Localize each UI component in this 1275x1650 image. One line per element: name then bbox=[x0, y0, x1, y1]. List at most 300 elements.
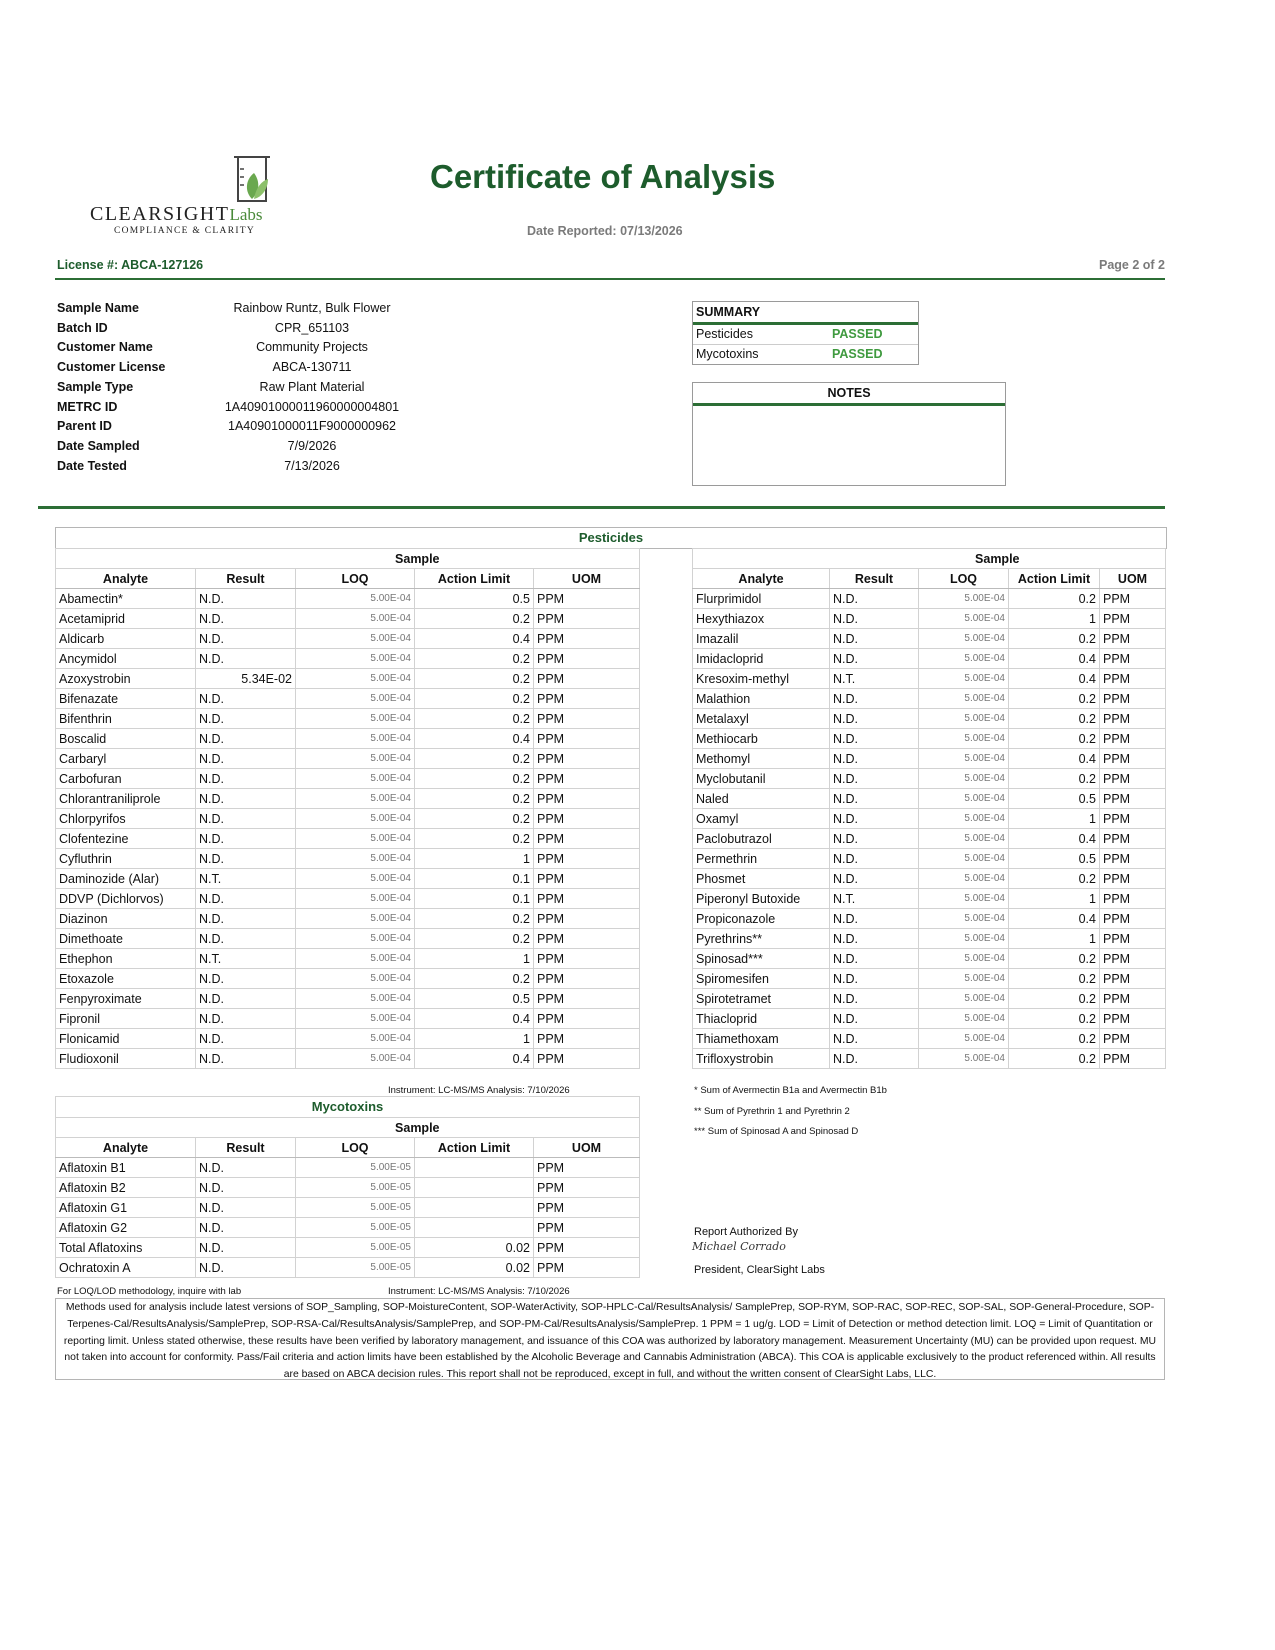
uom-cell: PPM bbox=[534, 689, 640, 709]
action-limit-cell bbox=[415, 1158, 534, 1178]
table-row bbox=[56, 689, 640, 709]
result-cell: N.D. bbox=[196, 829, 296, 849]
column-header: LOQ bbox=[919, 569, 1009, 589]
uom-cell: PPM bbox=[534, 1158, 640, 1178]
info-label: Parent ID bbox=[57, 419, 112, 434]
action-limit-cell: 0.2 bbox=[415, 669, 534, 689]
action-limit-cell: 0.2 bbox=[1009, 869, 1100, 889]
uom-cell: PPM bbox=[1100, 669, 1166, 689]
loq-cell: 5.00E-04 bbox=[919, 1029, 1009, 1049]
table-row bbox=[693, 849, 1166, 869]
sample-label: Sample bbox=[830, 549, 1166, 569]
pesticides-title: Pesticides bbox=[55, 527, 1167, 549]
action-limit-cell: 0.4 bbox=[415, 1049, 534, 1069]
table-row bbox=[693, 689, 1166, 709]
summary-row-name: Mycotoxins bbox=[696, 347, 759, 361]
action-limit-cell: 0.2 bbox=[415, 969, 534, 989]
uom-cell: PPM bbox=[534, 1049, 640, 1069]
action-limit-cell: 0.4 bbox=[1009, 829, 1100, 849]
mycotoxins-title: Mycotoxins bbox=[55, 1096, 640, 1118]
table-row bbox=[56, 789, 640, 809]
column-header: Result bbox=[196, 1138, 296, 1158]
summary-box bbox=[692, 301, 919, 365]
authorizer-title: President, ClearSight Labs bbox=[694, 1264, 825, 1276]
table-row bbox=[56, 849, 640, 869]
uom-cell: PPM bbox=[534, 889, 640, 909]
analyte-cell: Myclobutanil bbox=[693, 769, 830, 789]
result-cell: N.D. bbox=[830, 729, 919, 749]
table-row bbox=[56, 949, 640, 969]
analyte-cell: Etoxazole bbox=[56, 969, 196, 989]
action-limit-cell: 0.2 bbox=[1009, 969, 1100, 989]
uom-cell: PPM bbox=[534, 1178, 640, 1198]
date-reported: Date Reported: 07/13/2026 bbox=[527, 224, 683, 238]
analyte-cell: Chlorantraniliprole bbox=[56, 789, 196, 809]
sample-header-row bbox=[56, 1118, 640, 1138]
action-limit-cell: 0.2 bbox=[415, 769, 534, 789]
table-row bbox=[56, 1218, 640, 1238]
result-cell: N.D. bbox=[830, 749, 919, 769]
result-cell: N.D. bbox=[196, 1238, 296, 1258]
analyte-cell: Spiromesifen bbox=[693, 969, 830, 989]
loq-cell: 5.00E-04 bbox=[919, 669, 1009, 689]
result-cell: N.D. bbox=[196, 909, 296, 929]
uom-cell: PPM bbox=[1100, 709, 1166, 729]
loq-cell: 5.00E-04 bbox=[919, 789, 1009, 809]
action-limit-cell: 0.2 bbox=[1009, 1029, 1100, 1049]
sample-blank-cell bbox=[56, 1118, 196, 1138]
action-limit-cell: 1 bbox=[415, 949, 534, 969]
loq-cell: 5.00E-04 bbox=[296, 829, 415, 849]
loq-cell: 5.00E-04 bbox=[919, 869, 1009, 889]
table-row bbox=[56, 1009, 640, 1029]
loq-cell: 5.00E-05 bbox=[296, 1158, 415, 1178]
uom-cell: PPM bbox=[534, 909, 640, 929]
column-header: Action Limit bbox=[415, 1138, 534, 1158]
analyte-cell: Diazinon bbox=[56, 909, 196, 929]
loq-cell: 5.00E-04 bbox=[919, 1049, 1009, 1069]
column-header: Analyte bbox=[693, 569, 830, 589]
action-limit-cell: 1 bbox=[1009, 889, 1100, 909]
loq-cell: 5.00E-04 bbox=[919, 849, 1009, 869]
table-row bbox=[693, 929, 1166, 949]
loq-cell: 5.00E-04 bbox=[919, 609, 1009, 629]
action-limit-cell: 0.2 bbox=[415, 929, 534, 949]
action-limit-cell: 0.2 bbox=[415, 829, 534, 849]
uom-cell: PPM bbox=[534, 1029, 640, 1049]
uom-cell: PPM bbox=[534, 869, 640, 889]
uom-cell: PPM bbox=[534, 669, 640, 689]
license-number: License #: ABCA-127126 bbox=[57, 258, 204, 272]
table-row bbox=[56, 609, 640, 629]
loq-cell: 5.00E-04 bbox=[296, 689, 415, 709]
column-header: UOM bbox=[534, 569, 640, 589]
loq-cell: 5.00E-04 bbox=[919, 809, 1009, 829]
analyte-cell: Hexythiazox bbox=[693, 609, 830, 629]
summary-row-mycotoxins bbox=[693, 344, 918, 364]
uom-cell: PPM bbox=[534, 1258, 640, 1278]
column-header: LOQ bbox=[296, 569, 415, 589]
analyte-cell: Cyfluthrin bbox=[56, 849, 196, 869]
result-cell: N.D. bbox=[196, 1158, 296, 1178]
action-limit-cell: 0.02 bbox=[415, 1258, 534, 1278]
loq-cell: 5.00E-04 bbox=[296, 649, 415, 669]
loq-cell: 5.00E-04 bbox=[919, 589, 1009, 609]
action-limit-cell: 0.5 bbox=[1009, 849, 1100, 869]
uom-cell: PPM bbox=[534, 789, 640, 809]
analyte-cell: Permethrin bbox=[693, 849, 830, 869]
loq-cell: 5.00E-04 bbox=[296, 669, 415, 689]
table-row bbox=[693, 709, 1166, 729]
loq-cell: 5.00E-04 bbox=[296, 869, 415, 889]
action-limit-cell: 1 bbox=[415, 849, 534, 869]
uom-cell: PPM bbox=[534, 969, 640, 989]
column-header-row bbox=[56, 1138, 640, 1158]
loq-cell: 5.00E-04 bbox=[919, 929, 1009, 949]
loq-cell: 5.00E-04 bbox=[296, 969, 415, 989]
page-number: Page 2 of 2 bbox=[1099, 258, 1165, 272]
table-row bbox=[56, 989, 640, 1009]
info-row bbox=[57, 340, 417, 359]
result-cell: N.D. bbox=[196, 969, 296, 989]
uom-cell: PPM bbox=[1100, 1009, 1166, 1029]
analyte-cell: Ethephon bbox=[56, 949, 196, 969]
action-limit-cell: 0.2 bbox=[1009, 1049, 1100, 1069]
action-limit-cell bbox=[415, 1218, 534, 1238]
result-cell: N.D. bbox=[196, 749, 296, 769]
table-row bbox=[693, 749, 1166, 769]
table-row bbox=[693, 829, 1166, 849]
table-row bbox=[56, 1158, 640, 1178]
loq-cell: 5.00E-04 bbox=[919, 629, 1009, 649]
uom-cell: PPM bbox=[534, 1218, 640, 1238]
action-limit-cell: 0.5 bbox=[1009, 789, 1100, 809]
result-cell: N.D. bbox=[196, 1029, 296, 1049]
analyte-cell: Carbaryl bbox=[56, 749, 196, 769]
action-limit-cell: 0.4 bbox=[1009, 669, 1100, 689]
analyte-cell: Paclobutrazol bbox=[693, 829, 830, 849]
column-header-row bbox=[693, 569, 1166, 589]
uom-cell: PPM bbox=[534, 949, 640, 969]
loq-cell: 5.00E-04 bbox=[919, 949, 1009, 969]
action-limit-cell: 0.1 bbox=[415, 889, 534, 909]
analyte-cell: Ochratoxin A bbox=[56, 1258, 196, 1278]
header-divider bbox=[55, 278, 1165, 280]
analyte-cell: Spinosad*** bbox=[693, 949, 830, 969]
analyte-cell: Malathion bbox=[693, 689, 830, 709]
action-limit-cell: 1 bbox=[1009, 809, 1100, 829]
uom-cell: PPM bbox=[1100, 1029, 1166, 1049]
table-row bbox=[56, 869, 640, 889]
loq-cell: 5.00E-04 bbox=[919, 769, 1009, 789]
table-row bbox=[693, 649, 1166, 669]
table-row bbox=[693, 629, 1166, 649]
table-row bbox=[56, 829, 640, 849]
action-limit-cell: 0.5 bbox=[415, 989, 534, 1009]
result-cell: N.D. bbox=[196, 1049, 296, 1069]
analyte-cell: Thiacloprid bbox=[693, 1009, 830, 1029]
result-cell: N.D. bbox=[830, 689, 919, 709]
analyte-cell: Aflatoxin G1 bbox=[56, 1198, 196, 1218]
result-cell: N.D. bbox=[196, 629, 296, 649]
result-cell: N.D. bbox=[196, 649, 296, 669]
action-limit-cell: 0.2 bbox=[415, 809, 534, 829]
result-cell: N.D. bbox=[830, 629, 919, 649]
action-limit-cell: 0.2 bbox=[1009, 709, 1100, 729]
info-row bbox=[57, 380, 417, 399]
analyte-cell: Aflatoxin B1 bbox=[56, 1158, 196, 1178]
result-cell: N.D. bbox=[830, 829, 919, 849]
uom-cell: PPM bbox=[534, 649, 640, 669]
result-cell: N.D. bbox=[830, 849, 919, 869]
analyte-cell: Dimethoate bbox=[56, 929, 196, 949]
column-header-row bbox=[56, 569, 640, 589]
column-header: Result bbox=[830, 569, 919, 589]
result-cell: N.D. bbox=[196, 1198, 296, 1218]
loq-cell: 5.00E-04 bbox=[919, 729, 1009, 749]
uom-cell: PPM bbox=[534, 1009, 640, 1029]
analyte-cell: Bifenthrin bbox=[56, 709, 196, 729]
result-cell: N.D. bbox=[196, 789, 296, 809]
sample-label: Sample bbox=[196, 549, 640, 569]
analyte-cell: Aflatoxin G2 bbox=[56, 1218, 196, 1238]
column-header: Analyte bbox=[56, 569, 196, 589]
table-row bbox=[693, 869, 1166, 889]
loq-cell: 5.00E-05 bbox=[296, 1178, 415, 1198]
loq-cell: 5.00E-04 bbox=[296, 749, 415, 769]
result-cell: N.D. bbox=[196, 769, 296, 789]
uom-cell: PPM bbox=[1100, 609, 1166, 629]
info-label: Customer Name bbox=[57, 340, 153, 355]
table-row bbox=[56, 929, 640, 949]
loq-cell: 5.00E-04 bbox=[296, 1029, 415, 1049]
summary-title: SUMMARY bbox=[693, 302, 918, 325]
info-label: Batch ID bbox=[57, 320, 108, 335]
analyte-cell: Boscalid bbox=[56, 729, 196, 749]
signature: Michael Corrado bbox=[692, 1240, 786, 1253]
table-row bbox=[56, 729, 640, 749]
table-row bbox=[693, 989, 1166, 1009]
loq-cell: 5.00E-04 bbox=[919, 689, 1009, 709]
uom-cell: PPM bbox=[1100, 769, 1166, 789]
action-limit-cell: 0.2 bbox=[415, 789, 534, 809]
action-limit-cell bbox=[415, 1198, 534, 1218]
analyte-cell: Methiocarb bbox=[693, 729, 830, 749]
action-limit-cell: 0.4 bbox=[415, 629, 534, 649]
info-label: Customer License bbox=[57, 360, 166, 375]
sample-blank-cell bbox=[56, 549, 196, 569]
table-row bbox=[56, 1258, 640, 1278]
analyte-cell: Propiconazole bbox=[693, 909, 830, 929]
loq-cell: 5.00E-04 bbox=[296, 1009, 415, 1029]
summary-row-status: PASSED bbox=[832, 347, 883, 361]
loq-cell: 5.00E-04 bbox=[296, 729, 415, 749]
analyte-cell: Imazalil bbox=[693, 629, 830, 649]
column-header: UOM bbox=[1100, 569, 1166, 589]
methods-disclaimer: Methods used for analysis include latest versions of SOP_Sampling, SOP-MoistureContent, SOP-WaterActivity, SOP-HPLC-Cal/ResultsAnalysis/ SamplePrep, SOP-RYM, SOP-RAC, SOP-REC, SOP-SAL, SOP-General-Procedure, SOP-Terpenes-Cal/ResultsAnalysis/SamplePrep, SOP-RSA-Cal/ResultsAnalysis/SamplePrep, and SOP-PM-Cal/ResultsAnalysis/SamplePrep. 1 PPM = 1 ug/g. LOD = Limit of Detection or method detection limit. LOQ = Limit of Quantitation or reporting limit. Unless stated otherwise, these results have been verified by laboratory management, and issuance of this COA was authorized by laboratory management. Measurement Uncertainty (MU) can be provided upon request. MU not taken into account for conformity. Pass/Fail criteria and action limits have been established by the Alcoholic Beverage and Cannabis Administration (ABCA). This COA is applicable exclusively to the product referenced within. All results are based on ABCA decision rules. This report shall not be reproduced, except in full, and without the written consent of ClearSight Labs, LLC. bbox=[55, 1298, 1165, 1380]
info-row bbox=[57, 459, 417, 478]
result-cell: N.D. bbox=[830, 869, 919, 889]
pesticides-instrument-note: Instrument: LC-MS/MS Analysis: 7/10/2026 bbox=[388, 1085, 570, 1096]
table-row bbox=[56, 749, 640, 769]
result-cell: N.D. bbox=[830, 909, 919, 929]
summary-row-status: PASSED bbox=[832, 327, 883, 341]
table-row bbox=[693, 1049, 1166, 1069]
action-limit-cell: 0.2 bbox=[415, 649, 534, 669]
result-cell: N.D. bbox=[196, 609, 296, 629]
loq-cell: 5.00E-04 bbox=[919, 989, 1009, 1009]
info-value: CPR_651103 bbox=[274, 320, 350, 335]
info-row bbox=[57, 321, 417, 340]
mycotoxins-table bbox=[55, 1117, 640, 1278]
table-row bbox=[693, 1009, 1166, 1029]
analyte-cell: Kresoxim-methyl bbox=[693, 669, 830, 689]
summary-row-pesticides bbox=[693, 325, 918, 344]
info-value: 1A40901000011F9000000962 bbox=[228, 419, 396, 434]
table-row bbox=[56, 1178, 640, 1198]
uom-cell: PPM bbox=[534, 829, 640, 849]
analyte-cell: Clofentezine bbox=[56, 829, 196, 849]
table-row bbox=[56, 589, 640, 609]
loq-cell: 5.00E-04 bbox=[919, 1009, 1009, 1029]
uom-cell: PPM bbox=[1100, 929, 1166, 949]
loq-cell: 5.00E-04 bbox=[919, 649, 1009, 669]
analyte-cell: Total Aflatoxins bbox=[56, 1238, 196, 1258]
sample-blank-cell bbox=[693, 549, 830, 569]
table-row bbox=[693, 729, 1166, 749]
info-label: Sample Type bbox=[57, 379, 134, 394]
analyte-cell: Aflatoxin B2 bbox=[56, 1178, 196, 1198]
loq-cell: 5.00E-04 bbox=[919, 709, 1009, 729]
action-limit-cell: 1 bbox=[1009, 609, 1100, 629]
action-limit-cell: 0.02 bbox=[415, 1238, 534, 1258]
action-limit-cell: 0.4 bbox=[415, 729, 534, 749]
result-cell: N.T. bbox=[830, 669, 919, 689]
result-cell: N.D. bbox=[830, 929, 919, 949]
result-cell: N.D. bbox=[196, 1009, 296, 1029]
info-label: Date Tested bbox=[57, 458, 127, 473]
analyte-cell: Ancymidol bbox=[56, 649, 196, 669]
result-cell: N.T. bbox=[196, 949, 296, 969]
loq-cell: 5.00E-04 bbox=[296, 989, 415, 1009]
uom-cell: PPM bbox=[534, 629, 640, 649]
column-header: Action Limit bbox=[415, 569, 534, 589]
beaker-leaf-icon bbox=[230, 155, 274, 205]
info-label: METRC ID bbox=[57, 399, 118, 414]
notes-box bbox=[692, 382, 1006, 486]
result-cell: N.D. bbox=[196, 849, 296, 869]
info-row bbox=[57, 439, 417, 458]
uom-cell: PPM bbox=[1100, 749, 1166, 769]
uom-cell: PPM bbox=[1100, 689, 1166, 709]
loq-cell: 5.00E-04 bbox=[296, 609, 415, 629]
column-header: Action Limit bbox=[1009, 569, 1100, 589]
result-cell: N.D. bbox=[830, 789, 919, 809]
analyte-cell: Aldicarb bbox=[56, 629, 196, 649]
analyte-cell: Acetamiprid bbox=[56, 609, 196, 629]
info-value: 7/9/2026 bbox=[287, 438, 337, 453]
authorized-by-label: Report Authorized By bbox=[694, 1226, 798, 1238]
column-header: Result bbox=[196, 569, 296, 589]
result-cell: N.D. bbox=[196, 729, 296, 749]
loq-cell: 5.00E-04 bbox=[296, 849, 415, 869]
uom-cell: PPM bbox=[534, 589, 640, 609]
analyte-cell: Phosmet bbox=[693, 869, 830, 889]
loq-cell: 5.00E-04 bbox=[296, 1049, 415, 1069]
analyte-cell: Pyrethrins** bbox=[693, 929, 830, 949]
methodology-note: For LOQ/LOD methodology, inquire with lab bbox=[57, 1286, 242, 1297]
info-value: Raw Plant Material bbox=[259, 379, 365, 394]
uom-cell: PPM bbox=[534, 849, 640, 869]
sample-header-row bbox=[693, 549, 1166, 569]
table-row bbox=[693, 809, 1166, 829]
mycotoxins-instrument-note: Instrument: LC-MS/MS Analysis: 7/10/2026 bbox=[388, 1286, 570, 1297]
uom-cell: PPM bbox=[1100, 1049, 1166, 1069]
footnote: * Sum of Avermectin B1a and Avermectin B1b bbox=[694, 1085, 887, 1096]
loq-cell: 5.00E-04 bbox=[296, 809, 415, 829]
notes-title: NOTES bbox=[693, 383, 1005, 406]
loq-cell: 5.00E-04 bbox=[296, 709, 415, 729]
action-limit-cell: 0.2 bbox=[1009, 769, 1100, 789]
result-cell: N.D. bbox=[196, 1218, 296, 1238]
action-limit-cell: 0.2 bbox=[415, 689, 534, 709]
action-limit-cell bbox=[415, 1178, 534, 1198]
analyte-cell: Flonicamid bbox=[56, 1029, 196, 1049]
loq-cell: 5.00E-04 bbox=[296, 629, 415, 649]
info-label: Sample Name bbox=[57, 301, 139, 315]
loq-cell: 5.00E-04 bbox=[919, 749, 1009, 769]
analyte-cell: Thiamethoxam bbox=[693, 1029, 830, 1049]
analyte-cell: Carbofuran bbox=[56, 769, 196, 789]
action-limit-cell: 0.2 bbox=[1009, 589, 1100, 609]
result-cell: N.D. bbox=[830, 949, 919, 969]
result-cell: N.D. bbox=[196, 689, 296, 709]
table-row bbox=[56, 769, 640, 789]
uom-cell: PPM bbox=[534, 929, 640, 949]
action-limit-cell: 0.5 bbox=[415, 589, 534, 609]
analyte-cell: Metalaxyl bbox=[693, 709, 830, 729]
loq-cell: 5.00E-04 bbox=[919, 829, 1009, 849]
uom-cell: PPM bbox=[534, 1198, 640, 1218]
info-value: 7/13/2026 bbox=[284, 458, 340, 473]
table-row bbox=[56, 1198, 640, 1218]
action-limit-cell: 0.2 bbox=[415, 609, 534, 629]
loq-cell: 5.00E-04 bbox=[919, 909, 1009, 929]
loq-cell: 5.00E-04 bbox=[296, 909, 415, 929]
action-limit-cell: 0.2 bbox=[415, 709, 534, 729]
uom-cell: PPM bbox=[1100, 889, 1166, 909]
summary-row-name: Pesticides bbox=[696, 327, 753, 341]
result-cell: 5.34E-02 bbox=[196, 669, 296, 689]
result-cell: N.D. bbox=[196, 989, 296, 1009]
logo-name-text: CLEARSIGHT bbox=[90, 203, 230, 225]
info-value: ABCA-130711 bbox=[272, 360, 352, 375]
result-cell: N.D. bbox=[196, 929, 296, 949]
table-row bbox=[56, 809, 640, 829]
action-limit-cell: 0.2 bbox=[1009, 689, 1100, 709]
table-row bbox=[693, 589, 1166, 609]
uom-cell: PPM bbox=[534, 729, 640, 749]
loq-cell: 5.00E-05 bbox=[296, 1198, 415, 1218]
action-limit-cell: 0.2 bbox=[415, 749, 534, 769]
analyte-cell: Trifloxystrobin bbox=[693, 1049, 830, 1069]
uom-cell: PPM bbox=[1100, 789, 1166, 809]
analyte-cell: Spirotetramet bbox=[693, 989, 830, 1009]
table-row bbox=[56, 649, 640, 669]
sample-header-row bbox=[56, 549, 640, 569]
info-label: Date Sampled bbox=[57, 438, 140, 453]
result-cell: N.D. bbox=[830, 609, 919, 629]
